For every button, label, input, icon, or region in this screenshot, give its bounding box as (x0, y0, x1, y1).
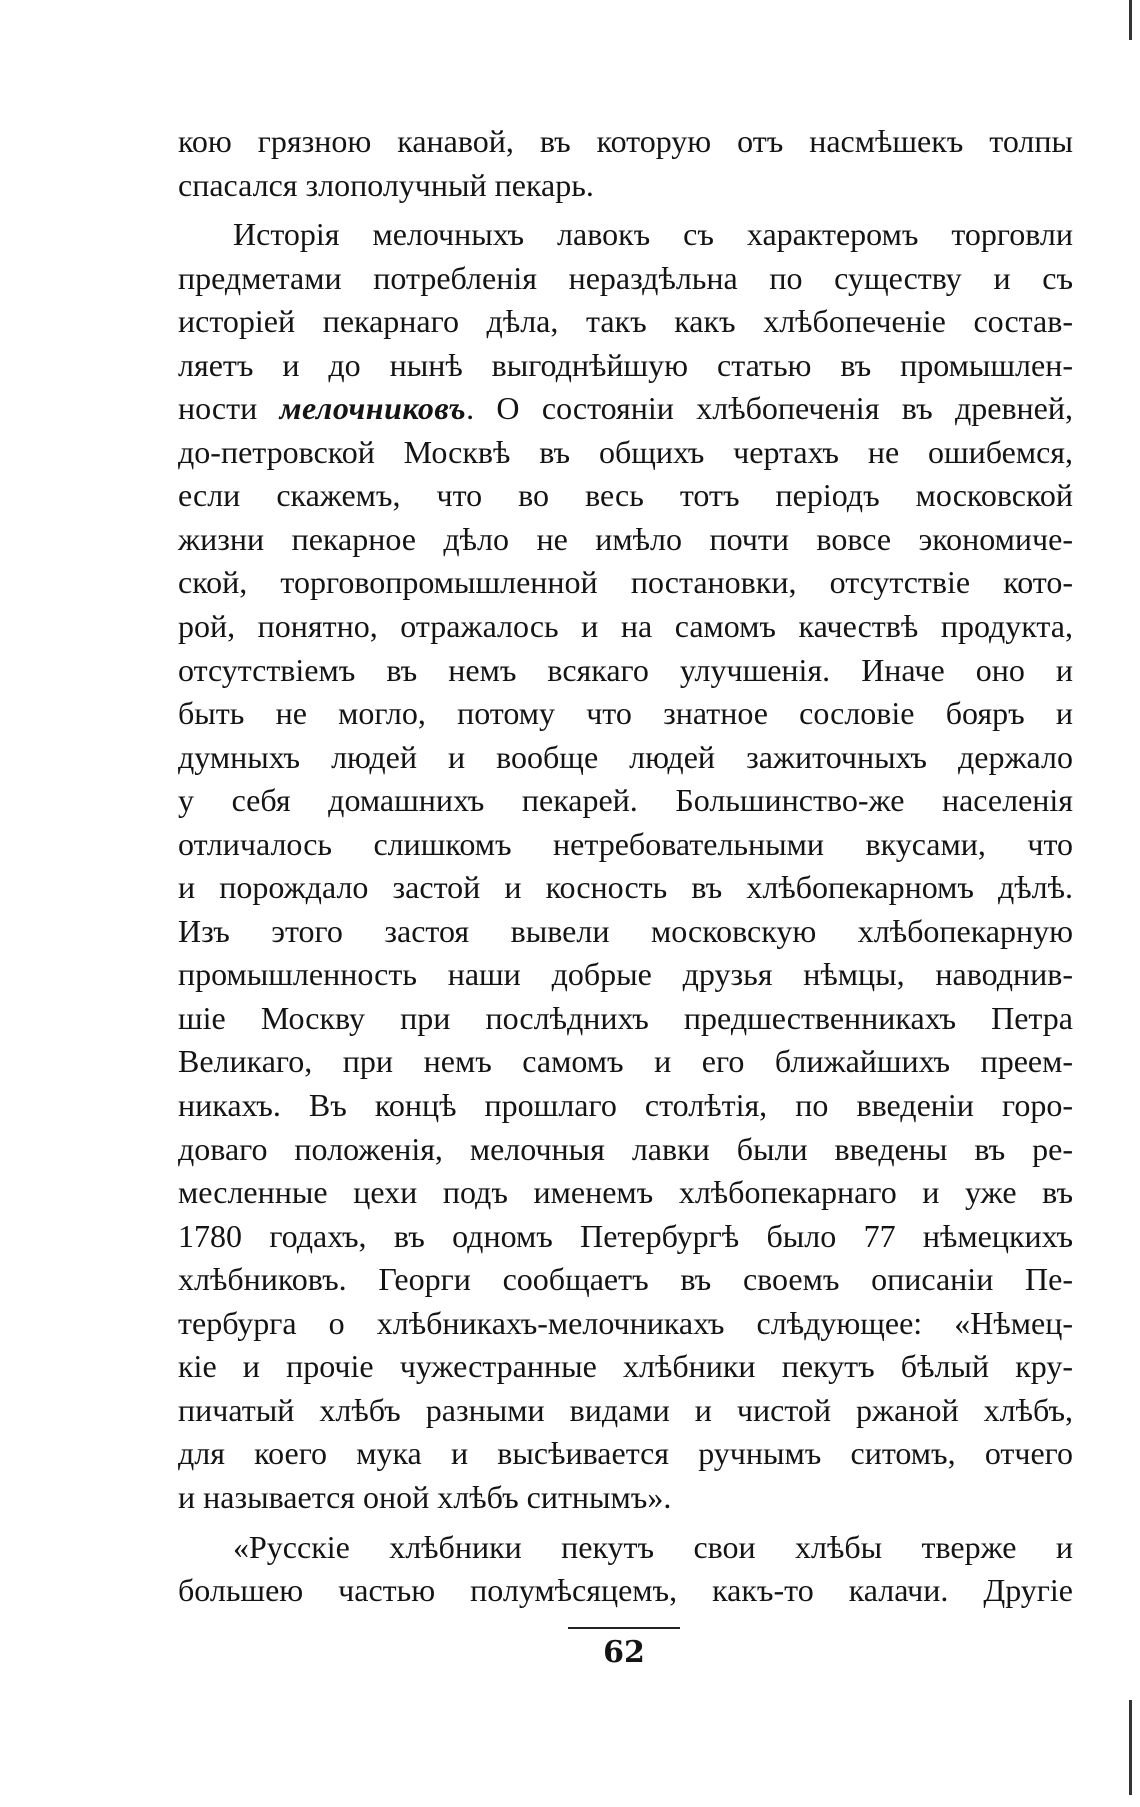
text-line: большею частью полумѣсяцемъ, какъ-то калачи. Другіе (178, 1572, 1073, 1609)
page-number: 62 (603, 1635, 645, 1670)
text-line: Изъ этого застоя вывели московскую хлѣбопекарную (178, 912, 1073, 949)
text-line: жизни пекарное дѣло не имѣло почти вовсе экономиче- (178, 520, 1073, 557)
text-line: отличалось слишкомъ нетребовательными вкусами, что (178, 825, 1073, 862)
text-line: никахъ. Въ концѣ прошлаго столѣтія, по введеніи горо- (178, 1087, 1073, 1124)
text-line: тербурга о хлѣбникахъ-мелочникахъ слѣдующее: «Нѣмец- (178, 1304, 1073, 1341)
text-line: если скажемъ, что во весь тотъ періодъ московской (178, 477, 1073, 514)
text-line: предметами потребленія нераздѣльна по существу и съ (178, 259, 1073, 296)
text-line: 1780 годахъ, въ одномъ Петербургѣ было 77 нѣмецкихъ (178, 1217, 1073, 1254)
text-line: ляетъ и до нынѣ выгоднѣйшую статью въ промышлен- (178, 346, 1073, 383)
text-line: Исторія мелочныхъ лавокъ съ характеромъ торговли (233, 216, 1073, 253)
text-line: до-петровской Москвѣ въ общихъ чертахъ не ошибемся, (178, 433, 1073, 470)
text-line: «Русскіе хлѣбники пекутъ свои хлѣбы тверже и (233, 1528, 1073, 1565)
text-line: исторіей пекарнаго дѣла, такъ какъ хлѣбопеченіе состав- (178, 303, 1073, 340)
text-line: отсутствіемъ въ немъ всякаго улучшенія. Иначе оно и (178, 651, 1073, 688)
body-text (178, 120, 1073, 1613)
text-line: кою грязною канавой, въ которую отъ насмѣшекъ толпы (178, 123, 1073, 159)
text-line: пичатый хлѣбъ разными видами и чистой ржаной хлѣбъ, (178, 1391, 1073, 1428)
text-line-emphasis (178, 387, 1073, 431)
text-line: у себя домашнихъ пекарей. Большинство-же населенія (178, 782, 1073, 819)
text-line: ской, торговопромышленной постановки, отсутствіе кото- (178, 564, 1073, 601)
text-line: Великаго, при немъ самомъ и его ближайшихъ преем- (178, 1043, 1073, 1080)
scan-edge-mark (1129, 1700, 1132, 1795)
text-line: для коего мука и высѣивается ручнымъ ситомъ, отчего (178, 1435, 1073, 1472)
text-line: месленные цехи подъ именемъ хлѣбопекарнаго и уже въ (178, 1174, 1073, 1211)
text-line: быть не могло, потому что знатное сословіе бояръ и (178, 695, 1073, 732)
text-line: шіе Москву при послѣднихъ предшественникахъ Петра (178, 999, 1073, 1036)
text-fragment: . О состояніи хлѣбопеченія въ древней, (466, 390, 1074, 427)
scan-edge-mark (1129, 0, 1132, 40)
text-line: промышленность наши добрые друзья нѣмцы, наводнив- (178, 956, 1073, 993)
text-line: хлѣбниковъ. Георги сообщаетъ въ своемъ описаніи Пе- (178, 1261, 1073, 1298)
text-line: думныхъ людей и вообще людей зажиточныхъ держало (178, 738, 1073, 775)
emphasized-word: мелочниковъ (279, 390, 467, 427)
text-line: спасался злополучный пекарь. (178, 166, 594, 203)
text-line: рой, понятно, отражалось и на самомъ качествѣ продукта, (178, 608, 1073, 645)
text-line: и порождало застой и косность въ хлѣбопекарномъ дѣлѣ. (178, 869, 1073, 906)
page-number-rule (568, 1627, 680, 1629)
text-fragment: ности (178, 390, 258, 427)
text-line: доваго положенія, мелочныя лавки были введены въ ре- (178, 1130, 1073, 1167)
text-line: и называется оной хлѣбъ ситнымъ». (178, 1478, 672, 1515)
text-line: кіе и прочіе чужестранные хлѣбники пекутъ бѣлый кру- (178, 1348, 1073, 1385)
